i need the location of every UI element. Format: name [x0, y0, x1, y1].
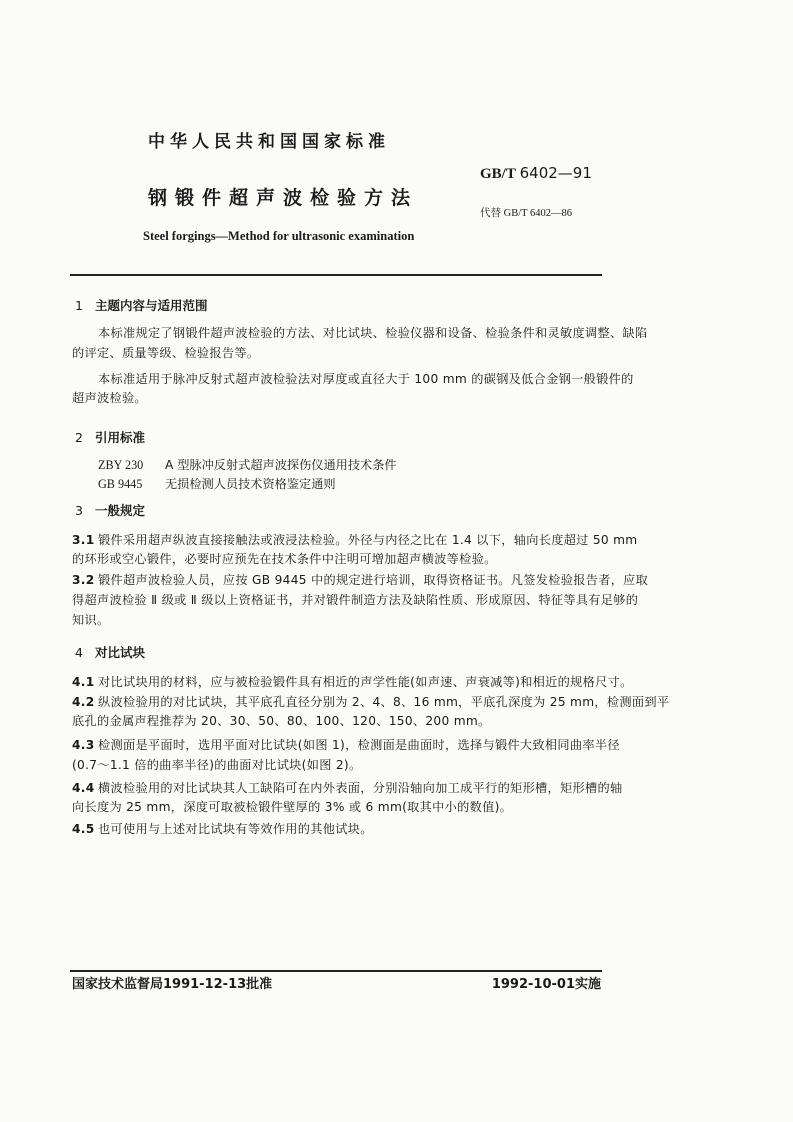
replaces-note: 代替 GB/T 6402—86	[480, 208, 572, 219]
document-title: 钢锻件超声波检验方法	[148, 187, 419, 209]
section-heading-1	[75, 300, 208, 313]
clause-number: 3.1	[72, 533, 95, 547]
clause-number: 4.1	[72, 675, 95, 689]
paragraph-line: 也可使用与上述对比试块有等效作用的其他试块。	[98, 822, 373, 836]
standard-code	[480, 166, 592, 182]
reference-code: GB 9445	[98, 477, 143, 491]
english-title: Steel forgings—Method for ultrasonic examination	[143, 229, 415, 243]
clause-number: 3.2	[72, 573, 95, 587]
paragraph-line: 的评定、质量等级、检验报告等。	[72, 346, 260, 360]
paragraph-line: 底孔的金属声程推荐为 20、30、50、80、100、120、150、200 mm。	[72, 714, 491, 728]
paragraph-line: 横波检验用的对比试块其人工缺陷可在内外表面，分别沿轴向加工成平行的矩形槽，矩形槽的轴	[98, 781, 623, 795]
reference-item	[98, 478, 336, 490]
approval-note: 国家技术监督局1991-12-13批准	[72, 977, 273, 992]
header-divider	[70, 274, 602, 276]
paragraph-line: 知识。	[72, 613, 110, 627]
paragraph-line: (0.7～1.1 倍的曲率半径)的曲面对比试块(如图 2)。	[72, 758, 362, 772]
paragraph-line: 向长度为 25 mm，深度可取被检锻件壁厚的 3% 或 6 mm(取其中小的数值)。	[72, 800, 513, 814]
clause-number: 4.4	[72, 781, 95, 795]
clause-4-2	[72, 696, 669, 708]
reference-code: ZBY 230	[98, 458, 144, 472]
section-title: 主题内容与适用范围	[95, 298, 208, 313]
paragraph-line: 锻件采用超声纵波直接接触法或液浸法检验。外径与内径之比在 1.4 以下，轴向长度超过 50 mm	[98, 533, 638, 547]
section-heading-2	[75, 432, 145, 445]
clause-number: 4.2	[72, 695, 95, 709]
section-number: 1	[75, 298, 83, 313]
section-heading-4	[75, 647, 145, 660]
reference-item	[98, 459, 397, 471]
clause-4-3	[72, 739, 620, 751]
code-prefix: GB/T	[480, 166, 516, 182]
section-heading-3	[75, 505, 145, 518]
code-number: 6402—91	[519, 164, 592, 182]
section-number: 3	[75, 503, 83, 518]
paragraph-line: 检测面是平面时，选用平面对比试块(如图 1)，检测面是曲面时，选择与锻件大致相同曲率半径	[98, 738, 620, 752]
paragraph-line: 得超声波检验 Ⅱ 级或 Ⅱ 级以上资格证书，并对锻件制造方法及缺陷性质、形成原因、特征等具有足够的	[72, 593, 639, 607]
paragraph-line: 本标准规定了钢锻件超声波检验的方法、对比试块、检验仪器和设备、检验条件和灵敏度调整、缺陷	[98, 326, 648, 340]
section-number: 4	[75, 645, 83, 660]
paragraph-line: 的环形或空心锻件，必要时应预先在技术条件中注明可增加超声横波等检验。	[72, 552, 497, 566]
paragraph-line: 对比试块用的材料，应与被检验锻件具有相近的声学性能(如声速、声衰减等)和相近的规格尺寸。	[98, 675, 633, 689]
reference-title: A 型脉冲反射式超声波探伤仪通用技术条件	[165, 458, 397, 472]
section-title: 引用标准	[95, 430, 146, 445]
clause-4-1	[72, 676, 633, 688]
paragraph-line: 纵波检验用的对比试块，其平底孔直径分别为 2、4、8、16 mm，平底孔深度为 25 mm，检测面到平	[98, 695, 670, 709]
clause-number: 4.3	[72, 738, 95, 752]
footer-divider	[70, 970, 602, 972]
paragraph-line: 超声波检验。	[72, 391, 147, 405]
clause-3-1	[72, 534, 637, 546]
clause-4-4	[72, 782, 622, 794]
section-number: 2	[75, 430, 83, 445]
effective-date: 1992-10-01实施	[491, 977, 601, 992]
section-title: 对比试块	[95, 645, 146, 660]
national-standard-heading: 中华人民共和国国家标准	[148, 132, 390, 152]
reference-title: 无损检测人员技术资格鉴定通则	[165, 477, 336, 491]
clause-3-2	[72, 574, 648, 586]
clause-4-5	[72, 823, 373, 835]
paragraph-line: 锻件超声波检验人员，应按 GB 9445 中的规定进行培训，取得资格证书。凡签发检验报告者，应取	[98, 573, 649, 587]
section-title: 一般规定	[95, 503, 146, 518]
clause-number: 4.5	[72, 822, 95, 836]
paragraph-line: 本标准适用于脉冲反射式超声波检验法对厚度或直径大于 100 mm 的碳钢及低合金钢一般锻件的	[98, 372, 634, 386]
